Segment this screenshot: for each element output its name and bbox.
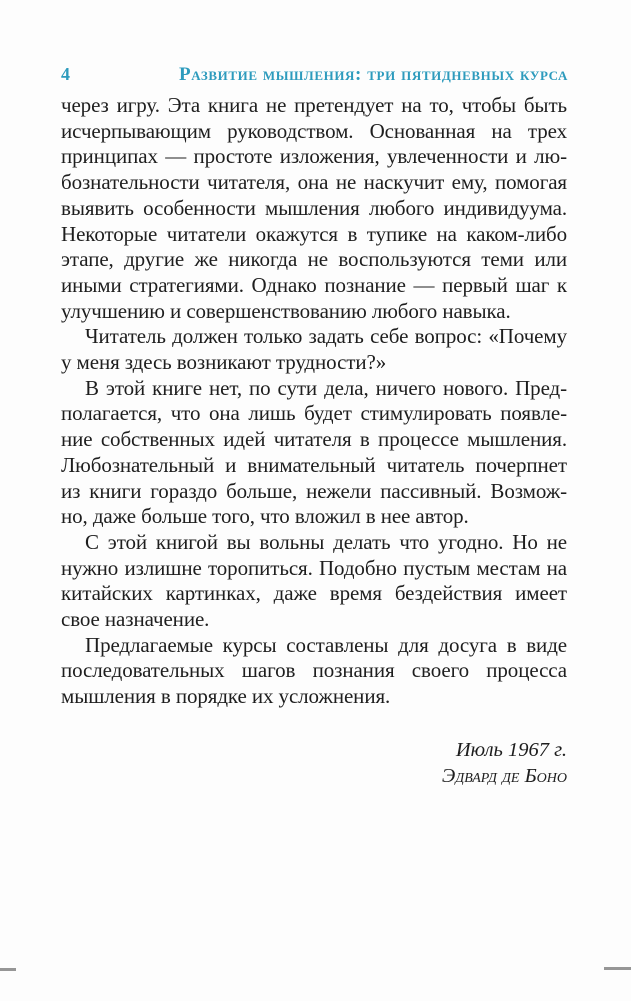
text-line: иными стратегиями. Однако познание — первый шаг к [61, 272, 567, 297]
text-line: С этой книгой вы вольны делать что угодно. Но не [85, 529, 567, 554]
paragraph [61, 93, 567, 324]
text-line: улучшению и совершенствованию любого навыка. [61, 298, 511, 323]
text-line: Читатель должен только задать себе вопрос: «Почему [85, 324, 567, 349]
text-line: свое назначение. [61, 607, 210, 632]
scan-artifact-left [0, 968, 16, 971]
paragraph [61, 530, 567, 633]
text-line: В этой книге нет, по сути дела, ничего нового. Пред- [85, 375, 567, 400]
text-line: исчерпывающим руководством. Основанная на трех [61, 118, 567, 143]
text-line: китайских картинках, даже время бездействия имеет [61, 581, 567, 606]
signature-date: Июль 1967 г. [455, 738, 567, 761]
page-header [61, 64, 568, 86]
text-line: но, даже больше того, что вложил в нее автор. [61, 504, 469, 529]
text-line: мышления в порядке их усложнения. [61, 684, 391, 709]
text-line: этапе, другие же никогда не воспользуются теми или [61, 247, 567, 272]
scan-artifact-right [604, 967, 631, 970]
text-line: через игру. Эта книга не претендует на то, чтобы быть [61, 93, 567, 117]
text-line: последовательных шагов познания своего процесса [61, 658, 567, 683]
body-text [61, 93, 567, 789]
text-line: Любознательный и внимательный читатель почерпнет [61, 452, 567, 477]
text-line: нужно излишне торопиться. Подобно пустым местам на [61, 555, 567, 580]
text-line: Некоторые читатели окажутся в тупике на каком-либо [61, 221, 567, 246]
signature-author: Эдвард де Боно [441, 764, 567, 787]
text-line: бознательности читателя, она не наскучит ему, помогая [61, 170, 567, 195]
page-number: 4 [61, 64, 70, 84]
text-line: выявить особенности мышления любого индивидуума. [61, 195, 567, 220]
running-title: Развитие мышления: три пятидневных курса [179, 64, 568, 85]
text-line: полагается, что она лишь будет стимулировать появле- [61, 401, 567, 426]
paragraph [61, 633, 567, 710]
text-line: у меня здесь возникают трудности?» [61, 350, 387, 375]
text-line: ние собственных идей читателя в процессе мышления. [61, 427, 567, 452]
text-line: из книги гораздо больше, нежели пассивный. Возмож- [61, 478, 567, 503]
paragraph [61, 376, 567, 530]
paragraph [61, 324, 567, 375]
text-line: Предлагаемые курсы составлены для досуга в виде [85, 632, 567, 657]
text-line: принципах — простоте изложения, увлеченности и лю- [61, 144, 567, 169]
signature-block [61, 737, 567, 789]
